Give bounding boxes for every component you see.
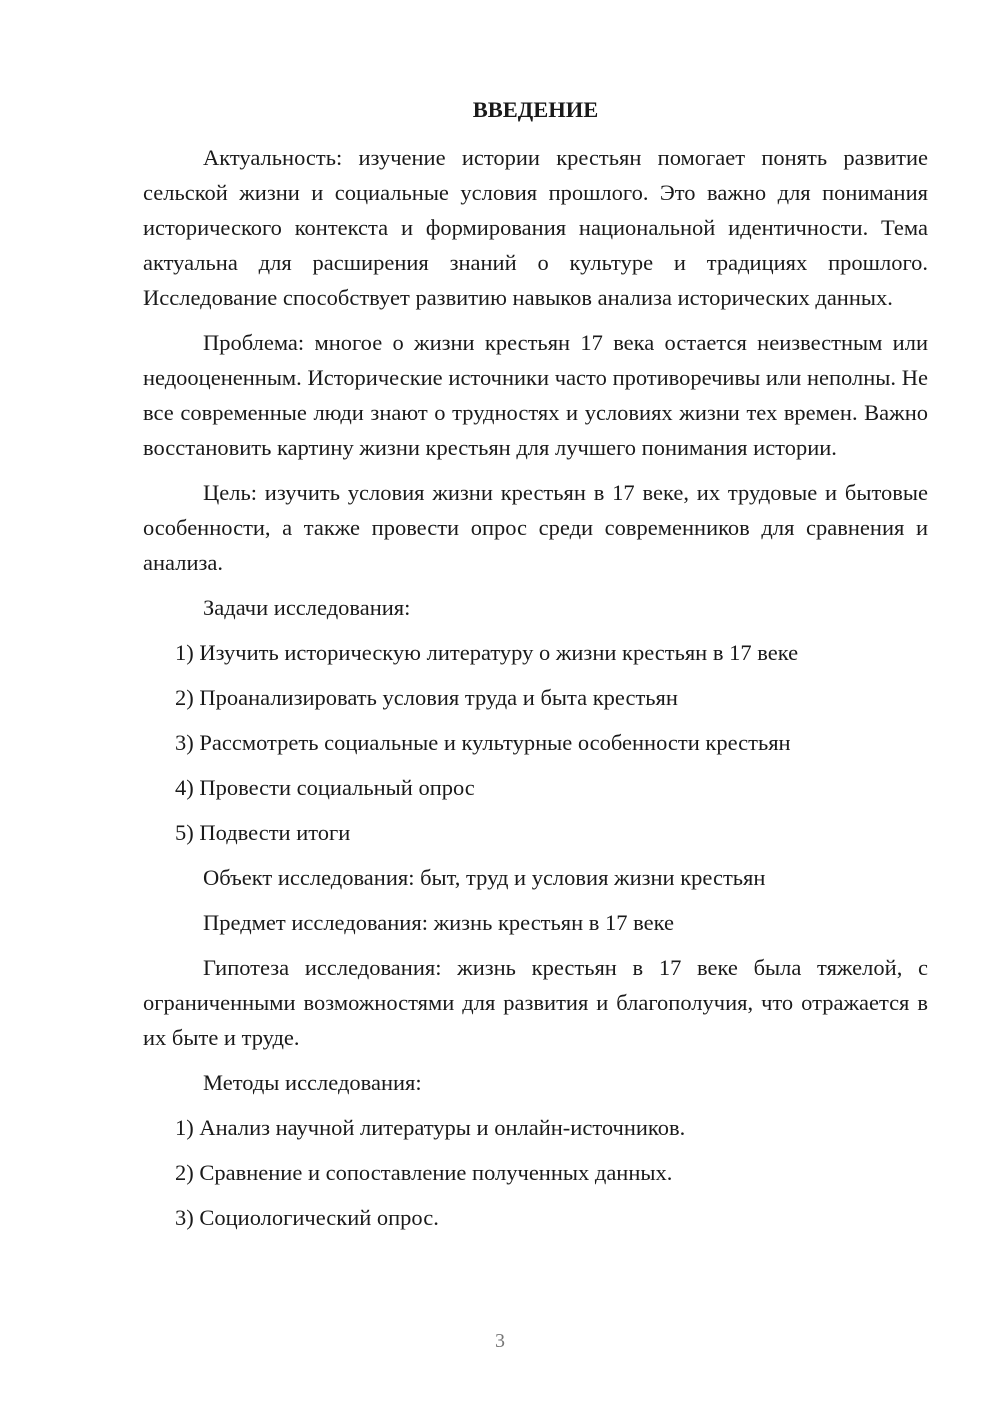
- page-title: ВВЕДЕНИЕ: [472, 97, 599, 122]
- list-item: 2) Сравнение и сопоставление полученных данных.: [175, 1160, 673, 1185]
- list-item: 1) Анализ научной литературы и онлайн-источников.: [175, 1115, 686, 1140]
- subject-line: Предмет исследования: жизнь крестьян в 17 веке: [203, 910, 675, 935]
- relevance-paragraph: Актуальность: изучение истории крестьян помогает понять развитие сельской жизни и социальные условия прошлого. Это важно для понимания исторического контекста и формирования национальной идентичности. Тема актуальна для расширения знаний о культуре и традициях прошлого. Исследование способствует развитию навыков анализа исторических данных.: [143, 145, 928, 310]
- methods-list: [143, 1110, 928, 1235]
- list-item: 2) Проанализировать условия труда и быта крестьян: [175, 685, 678, 710]
- problem-paragraph: Проблема: многое о жизни крестьян 17 века остается неизвестным или недооцененным. Исторические источники часто противоречивы или неполны. Не все современные люди знают о трудностях и условиях жизни тех времен. Важно восстановить картину жизни крестьян для лучшего понимания истории.: [143, 330, 928, 460]
- list-item: 3) Социологический опрос.: [175, 1205, 439, 1230]
- tasks-title: Задачи исследования:: [203, 595, 411, 620]
- document-page: [143, 92, 928, 1245]
- methods-title: Методы исследования:: [203, 1070, 422, 1095]
- list-item: 3) Рассмотреть социальные и культурные особенности крестьян: [175, 730, 791, 755]
- tasks-list: [143, 635, 928, 850]
- page-number: 3: [495, 1330, 505, 1352]
- list-item: 5) Подвести итоги: [175, 820, 351, 845]
- hypothesis-paragraph: Гипотеза исследования: жизнь крестьян в 17 веке была тяжелой, с ограниченными возможностями для развития и благополучия, что отражается в их быте и труде.: [143, 955, 928, 1050]
- goal-paragraph: Цель: изучить условия жизни крестьян в 17 веке, их трудовые и бытовые особенности, а также провести опрос среди современников для сравнения и анализа.: [143, 480, 928, 575]
- list-item: 1) Изучить историческую литературу о жизни крестьян в 17 веке: [175, 640, 799, 665]
- list-item: 4) Провести социальный опрос: [175, 775, 475, 800]
- object-line: Объект исследования: быт, труд и условия жизни крестьян: [203, 865, 766, 890]
